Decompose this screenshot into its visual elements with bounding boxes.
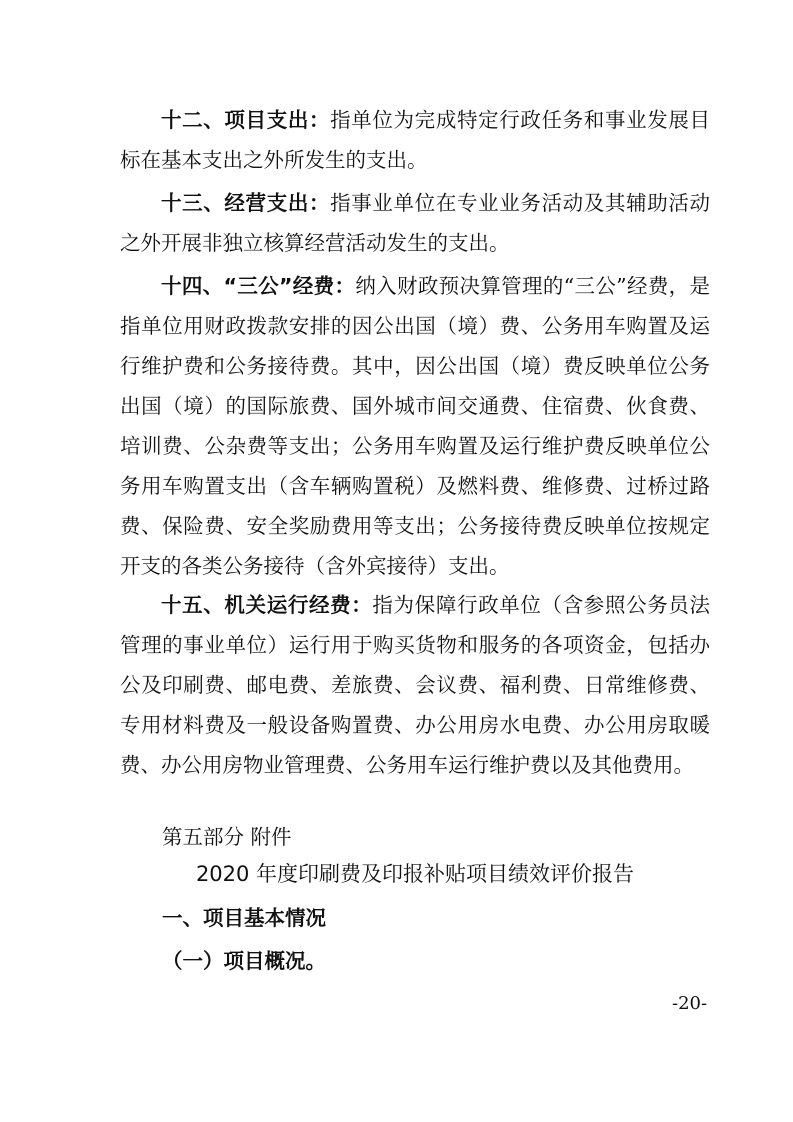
definition-term: 十四、“三公”经费： — [161, 274, 356, 298]
heading-level-2: （一）项目概况。 — [162, 949, 326, 973]
definition-paragraph-15 — [120, 585, 710, 785]
heading-level-1: 一、项目基本情况 — [162, 906, 326, 930]
page-number: -20- — [672, 993, 708, 1014]
section-heading: 第五部分 附件 — [162, 825, 292, 849]
definition-term: 十三、经营支出： — [161, 191, 331, 215]
definition-text: 指为保障行政单位（含参照公务员法管理的事业单位）运行用于购买货物和服务的各项资金，包括办公及印刷费、邮电费、差旅费、会议费、福利费、日常维修费、专用材料费及一般设备购置费、办公用房水电费、办公用房取暖费、办公用房物业管理费、公务用车运行维护费以及其他费用。 — [120, 593, 711, 777]
definition-term: 十二、项目支出： — [161, 108, 331, 132]
definition-term: 十五、机关运行经费： — [161, 593, 373, 617]
definition-text: 指事业单位在专业业务活动及其辅助活动之外开展非独立核算经营活动发生的支出。 — [120, 191, 711, 255]
definition-paragraph-12 — [120, 100, 710, 180]
definition-text: 指单位为完成特定行政任务和事业发展目标在基本支出之外所发生的支出。 — [120, 108, 711, 172]
definition-paragraph-14 — [120, 266, 710, 586]
definition-paragraph-13 — [120, 183, 710, 263]
definition-text: 纳入财政预决算管理的“三公”经费，是指单位用财政拨款安排的因公出国（境）费、公务用车购置及运行维护费和公务接待费。其中，因公出国（境）费反映单位公务出国（境）的国际旅费、国外城市间交通费、住宿费、伙食费、培训费、公杂费等支出；公务用车购置及运行维护费反映单位公务用车购置支出（含车辆购置税）及燃料费、维修费、过桥过路费、保险费、安全奖励费用等支出；公务接待费反映单位按规定开支的各类公务接待（含外宾接待）支出。 — [120, 274, 710, 578]
report-title: 2020 年度印刷费及印报补贴项目绩效评价报告 — [195, 862, 635, 886]
